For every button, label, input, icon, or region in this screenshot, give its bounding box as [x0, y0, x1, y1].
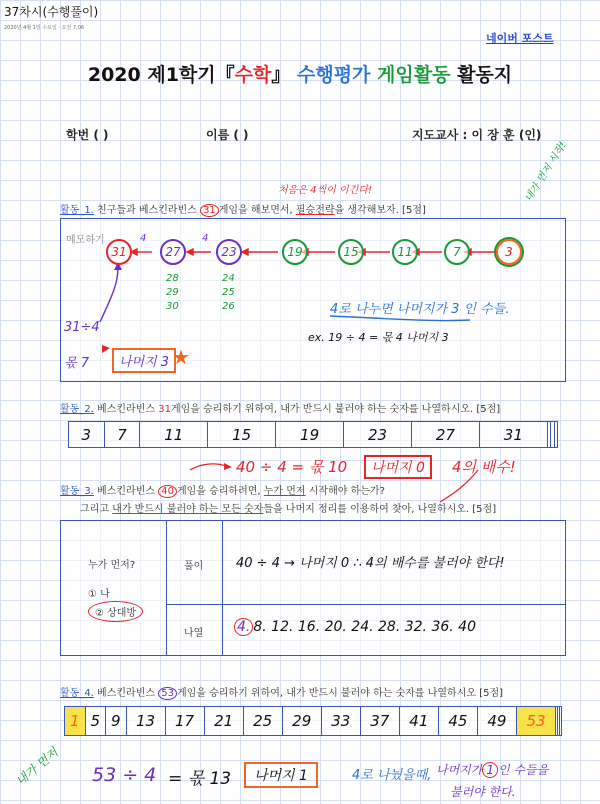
naver-post-link[interactable]: 네이버 포스트 — [486, 32, 554, 45]
title-suffix: 활동지 — [457, 64, 513, 86]
answer-cell[interactable]: 25 — [243, 707, 282, 736]
answer-cell[interactable]: 23 — [344, 422, 412, 448]
answer-cell[interactable]: 33 — [321, 707, 360, 736]
who-first-question: 누가 먼저? — [88, 560, 136, 571]
note-multiple: 4의 배수! — [452, 458, 516, 476]
answer-cell[interactable]: 37 — [360, 707, 399, 736]
teacher: 지도교사 : 이 장 훈 (인) — [412, 128, 542, 142]
solution-text: 40 ÷ 4 → 나머지 0 ∴ 4의 배수를 불러야 한다! — [236, 556, 505, 571]
option-me[interactable]: ① 나 — [88, 589, 110, 600]
col-27: 28 29 30 — [166, 273, 179, 312]
note-me-first: 내가 먼저 — [13, 745, 61, 789]
star-icon: ★ — [172, 345, 190, 369]
activity-1-label: 활동_1. — [60, 205, 94, 216]
title-assess: 수행평가 — [296, 64, 371, 86]
answer-cell[interactable]: 31 — [479, 422, 547, 448]
memo-label: 메모하기 — [66, 235, 105, 246]
answer-cell[interactable]: 11 — [140, 422, 208, 448]
note-right: 내가 먼저 시작! — [523, 140, 569, 204]
quotient: 몫 7 — [64, 356, 89, 371]
activity-2-answer-cells — [68, 421, 558, 448]
title-prefix: 2020 제1학기『 — [87, 64, 235, 86]
activity-4-prompt: 활동_4. 베스킨라빈스 53 게임을 승리하기 위하여, 내가 반드시 불러야 하는 숫자를 나열하시오 [5점] — [60, 688, 504, 699]
chain-19: 19 — [282, 239, 308, 265]
activity-3-table — [60, 520, 566, 656]
chain-11: 11 — [392, 239, 418, 265]
step-b: 4 — [202, 233, 209, 244]
chain-3: 3 — [496, 239, 522, 265]
chain-15: 15 — [338, 239, 364, 265]
activity-3-prompt: 활동_3. 베스킨라빈스 40 게임을 승리하려면, 누가 먼저 시작해야 하는가? — [60, 486, 385, 497]
activity-2-prompt: 활동_2. 베스킨라빈스 31게임을 승리하기 위하여, 내가 반드시 불러야 하는 숫자를 나열하시오. [5점] — [60, 404, 501, 415]
title-game: 게임활동 — [377, 64, 451, 86]
activity-4-answer-cells — [64, 706, 562, 736]
answer-cell[interactable]: 15 — [208, 422, 276, 448]
chain-7: 7 — [444, 239, 470, 265]
act4-remainder-box: 나머지 1 — [244, 762, 318, 788]
solution-label: 풀이 — [184, 561, 204, 572]
answer-cell[interactable]: 45 — [438, 707, 477, 736]
answer-cell[interactable]: 9 — [106, 707, 127, 736]
step-a: 4 — [140, 233, 147, 244]
answer-cell[interactable]: 49 — [477, 707, 516, 736]
answer-cell[interactable]: 41 — [399, 707, 438, 736]
col-23: 24 25 26 — [222, 273, 235, 312]
chain-23: 23 — [216, 239, 242, 265]
chain-31: 31 — [106, 239, 132, 265]
chain-27: 27 — [160, 239, 186, 265]
answer-cell[interactable]: 19 — [276, 422, 344, 448]
option-opponent[interactable]: ② 상대방 — [88, 601, 143, 622]
list-values: 4. 8. 12. 16. 20. 24. 28. 32. 36. 40 — [234, 619, 476, 635]
answer-cell[interactable]: 5 — [85, 707, 106, 736]
activity-2-label: 활동_2. — [60, 404, 94, 415]
title-subject: 수학 — [234, 64, 272, 86]
note-4-divide: 4로 나눴을때, — [352, 768, 432, 783]
answer-cell[interactable]: 53 — [516, 707, 555, 736]
post-title: 37차시(수행풀이) — [4, 5, 99, 19]
note-remainder-1: 나머지가 1 인 수들을 — [436, 763, 549, 777]
post-meta: 2020년 4월 1일 수요일 · 오전 7:06 — [4, 25, 85, 31]
student-name: 이름 ( ) — [206, 128, 249, 142]
answer-cell[interactable] — [554, 422, 557, 448]
answer-cell[interactable]: 17 — [165, 707, 204, 736]
act4-quotient: = 몫 13 — [168, 769, 232, 789]
list-label: 나열 — [184, 628, 204, 639]
activity-3-prompt-line2: 그리고 내가 반드시 불러야 하는 모든 숫자들을 나머지 정리를 이용하여 찾아, 나열하시오. [5점] — [80, 504, 497, 515]
answer-cell[interactable]: 1 — [65, 707, 86, 736]
note-must-call: 불러야 한다. — [450, 785, 516, 799]
act4-division: 53 ÷ 4 — [92, 764, 157, 786]
note-remainder: 나머지 0 — [364, 455, 432, 479]
answer-cell[interactable]: 7 — [104, 422, 140, 448]
answer-cell[interactable] — [559, 707, 561, 736]
title-close: 』 — [271, 64, 291, 86]
activity-4-label: 활동_4. — [60, 688, 94, 699]
answer-cell[interactable]: 27 — [411, 422, 479, 448]
note-top: 처음은 4씩이 이긴다! — [278, 185, 373, 196]
note-mid: 4로 나누면 나머지가 3 인 수들. — [330, 302, 510, 317]
answer-cell[interactable]: 13 — [126, 707, 165, 736]
answer-cell[interactable]: 21 — [204, 707, 243, 736]
note-eq: 40 ÷ 4 = 몫 10 — [236, 458, 348, 476]
division: 31÷4 — [64, 320, 100, 335]
activity-1-prompt: 활동_1. 친구들과 베스킨라빈스 31 게임을 해보면서, 필승전략을 생각해보자. [5점] — [60, 205, 426, 216]
example: ex. 19 ÷ 4 = 몫 4 나머지 3 — [308, 331, 449, 344]
student-number: 학번 ( ) — [66, 128, 109, 142]
answer-cell[interactable]: 29 — [282, 707, 321, 736]
activity-3-label: 활동_3. — [60, 486, 94, 497]
remainder-box: 나머지 3 — [112, 348, 176, 373]
answer-cell[interactable]: 3 — [69, 422, 105, 448]
